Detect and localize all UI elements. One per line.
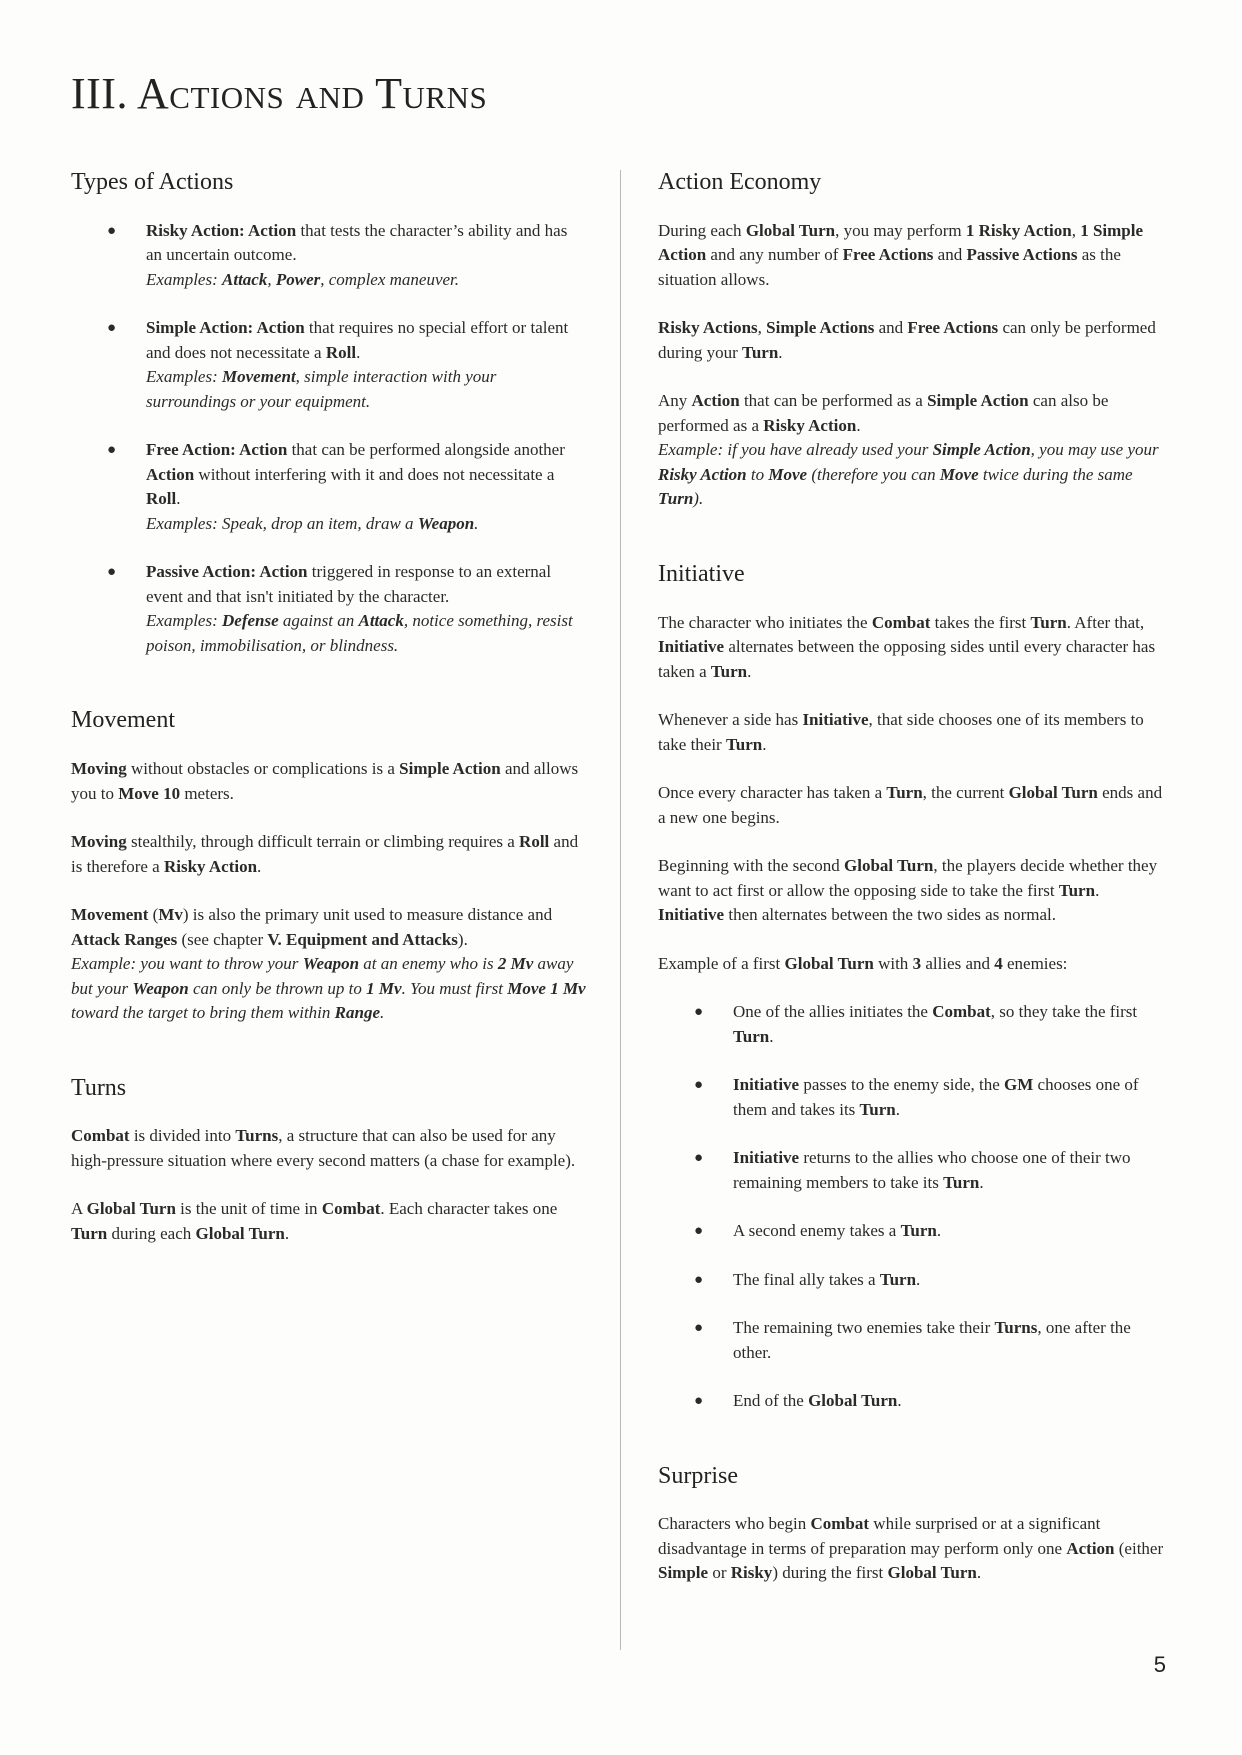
global-turn-example-list (658, 1000, 1170, 1414)
list-item (71, 316, 586, 414)
heading-turns: Turns (71, 1074, 127, 1101)
bullet-icon: ● (107, 564, 117, 581)
list-item (71, 438, 586, 536)
list-item (658, 1219, 1170, 1244)
bullet-icon: ● (694, 1393, 704, 1410)
heading-movement: Movement (71, 707, 175, 734)
action-economy-paragraphs (658, 219, 1170, 512)
list-item (658, 1073, 1170, 1122)
list-item-text: One of the allies initiates the Combat, so they take the first Turn. (733, 1002, 1138, 1046)
paragraph: Moving stealthily, through difficult terrain or climbing requires a Roll and is therefore a Risky Action. (71, 832, 579, 876)
bullet-icon: ● (107, 320, 117, 337)
list-item (658, 1146, 1170, 1195)
list-item-text: Initiative returns to the allies who choose one of their two remaining members to take its Turn. (733, 1148, 1131, 1192)
bullet-icon: ● (694, 1320, 704, 1337)
list-item-text: The final ally takes a Turn. (733, 1269, 921, 1289)
paragraph: Beginning with the second Global Turn, the players decide whether they want to act first or allow the opposing side to take the first Turn. Initiative then alternates between the two sides as normal. (658, 856, 1158, 925)
right-column (658, 168, 1170, 1634)
section-surprise (658, 1462, 1170, 1586)
heading-types-of-actions: Types of Actions (71, 169, 234, 195)
bullet-icon: ● (107, 222, 117, 239)
list-item (658, 1268, 1170, 1293)
list-item-text: A second enemy takes a Turn. (733, 1221, 942, 1241)
paragraph: Once every character has taken a Turn, the current Global Turn ends and a new one begins. (658, 783, 1163, 827)
paragraph: Risky Actions, Simple Actions and Free Actions can only be performed during your Turn. (658, 318, 1156, 362)
list-item-text: Risky Action: Action that tests the character’s ability and has an uncertain outcome. (146, 220, 568, 265)
bullet-icon: ● (107, 442, 117, 459)
bullet-icon: ● (694, 1077, 704, 1094)
section-turns (71, 1074, 586, 1247)
left-column (71, 168, 586, 1294)
page-title: III. Actions and Turns (71, 69, 488, 118)
surprise-paragraphs (658, 1512, 1170, 1586)
bullet-icon: ● (694, 1150, 704, 1167)
list-item (71, 219, 586, 293)
list-item-text: Simple Action: Action that requires no special effort or talent and does not necessitate a Roll. (146, 318, 569, 362)
bullet-icon: ● (694, 1223, 704, 1240)
paragraph: Any Action that can be performed as a Simple Action can also be performed as a Risky Action. Example: if you have already used your Simple Action, you may use your Risky Action to Move (therefore you can Move twice during the same Turn). (658, 391, 1159, 509)
paragraph: During each Global Turn, you may perform 1 Risky Action, 1 Simple Action and any number of Free Actions and Passive Actions as the situation allows. (658, 220, 1144, 289)
bullet-icon: ● (694, 1271, 704, 1288)
section-movement (71, 706, 586, 1025)
list-item-text: Free Action: Action that can be performed alongside another Action without interfering with it and does not necessitate a Roll. (146, 440, 565, 509)
heading-initiative: Initiative (658, 560, 745, 587)
list-item-example: Examples: Movement, simple interaction with your surroundings or your equipment. (146, 367, 497, 411)
paragraph: Moving without obstacles or complications is a Simple Action and allows you to Move 10 meters. (71, 759, 579, 803)
heading-surprise: Surprise (658, 1462, 738, 1489)
heading-action-economy: Action Economy (658, 169, 822, 195)
paragraph: Combat is divided into Turns, a structure that can also be used for any high-pressure situation where every second matters (a chase for example). (71, 1126, 576, 1170)
paragraph: Movement (Mv) is also the primary unit used to measure distance and Attack Ranges (see chapter V. Equipment and Attacks). Example: you want to throw your Weapon at an enemy who is 2 Mv away but your Weapon can only be thrown up to 1 Mv. You must first Move 1 Mv toward the target to bring them within Range. (71, 905, 586, 1023)
column-divider (620, 170, 621, 1650)
list-item (71, 560, 586, 658)
list-item-text: Passive Action: Action triggered in response to an external event and that isn't initiated by the character. (146, 562, 552, 606)
paragraph: Characters who begin Combat while surprised or at a significant disadvantage in terms of preparation may perform only one Action (either Simple or Risky) during the first Global Turn. (658, 1514, 1164, 1583)
initiative-paragraphs (658, 611, 1170, 977)
list-item (658, 1000, 1170, 1049)
list-item-example: Examples: Speak, drop an item, draw a Weapon. (146, 513, 479, 533)
list-item-example: Examples: Attack, Power, complex maneuver. (146, 269, 460, 289)
list-item (658, 1316, 1170, 1365)
list-item-text: Initiative passes to the enemy side, the GM chooses one of them and takes its Turn. (733, 1075, 1139, 1119)
list-item-example: Examples: Defense against an Attack, notice something, resist poison, immobilisation, or blindness. (146, 611, 573, 655)
action-types-list (71, 219, 586, 659)
paragraph: Whenever a side has Initiative, that side chooses one of its members to take their Turn. (658, 710, 1144, 754)
list-item-text: End of the Global Turn. (733, 1391, 902, 1411)
paragraph: A Global Turn is the unit of time in Combat. Each character takes one Turn during each Global Turn. (71, 1199, 558, 1243)
turns-paragraphs (71, 1124, 586, 1246)
bullet-icon: ● (694, 1004, 704, 1021)
section-types-of-actions (71, 168, 586, 658)
section-action-economy (658, 168, 1170, 512)
section-initiative (658, 560, 1170, 1414)
movement-paragraphs (71, 757, 586, 1026)
paragraph: The character who initiates the Combat takes the first Turn. After that, Initiative alternates between the opposing sides until every character has taken a Turn. (658, 612, 1156, 681)
list-item (658, 1389, 1170, 1414)
page-number: 5 (1153, 1652, 1166, 1677)
list-item-text: The remaining two enemies take their Turns, one after the other. (733, 1318, 1131, 1362)
paragraph: Example of a first Global Turn with 3 allies and 4 enemies: (658, 953, 1068, 973)
